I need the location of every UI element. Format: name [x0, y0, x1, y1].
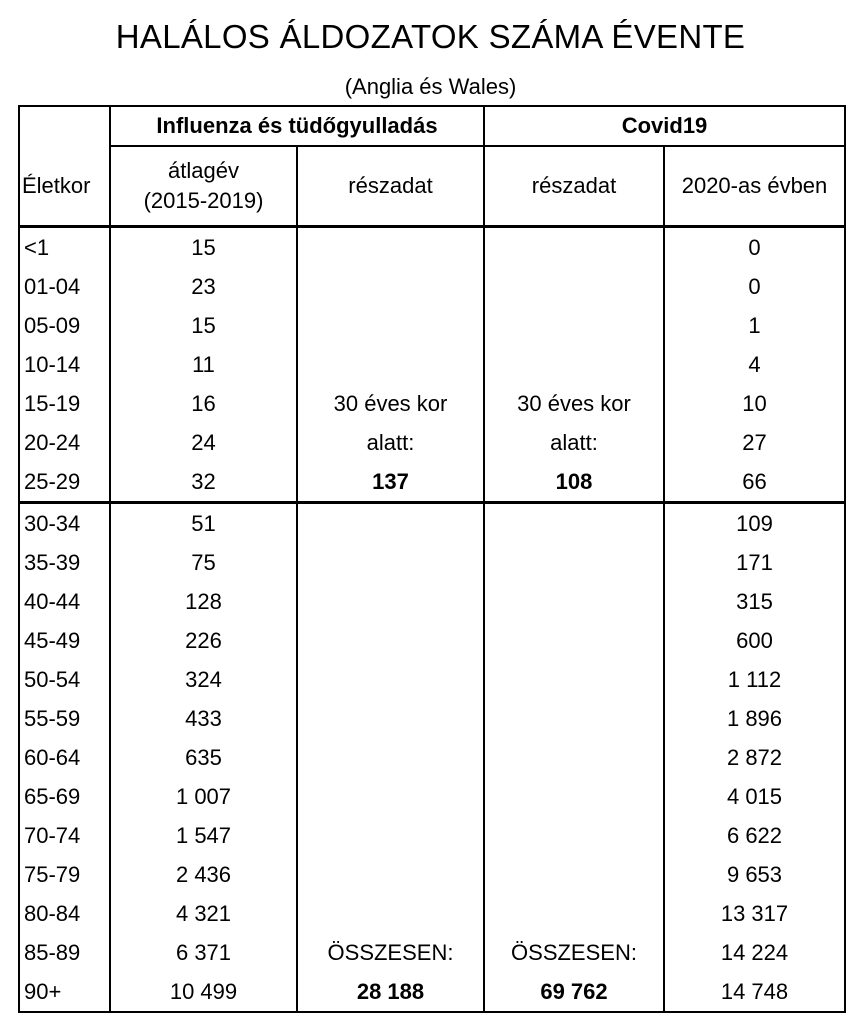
influenza-avg-cell: 4 321	[110, 894, 297, 933]
covid-2020-cell: 9 653	[664, 855, 845, 894]
covid-2020-cell: 27	[664, 423, 845, 462]
age-cell: <1	[19, 227, 110, 268]
header-covid-group: Covid19	[484, 106, 845, 146]
covid-partial-cell: 69 762	[484, 972, 664, 1012]
influenza-partial-cell: 28 188	[297, 972, 484, 1012]
age-cell: 90+	[19, 972, 110, 1012]
header-row-groups	[19, 106, 845, 146]
influenza-partial-cell	[297, 894, 484, 933]
header-row-columns	[19, 146, 845, 227]
covid-2020-cell: 10	[664, 384, 845, 423]
header-blank-cell	[19, 106, 110, 146]
header-influenza-partial: részadat	[297, 146, 484, 227]
covid-2020-cell: 600	[664, 621, 845, 660]
age-cell: 15-19	[19, 384, 110, 423]
influenza-partial-cell	[297, 345, 484, 384]
influenza-avg-cell: 32	[110, 462, 297, 503]
influenza-partial-cell: 137	[297, 462, 484, 503]
age-cell: 75-79	[19, 855, 110, 894]
covid-partial-cell: alatt:	[484, 423, 664, 462]
table-row	[19, 855, 845, 894]
table-row	[19, 972, 845, 1012]
influenza-partial-cell: 30 éves kor	[297, 384, 484, 423]
influenza-avg-cell: 24	[110, 423, 297, 462]
influenza-avg-cell: 15	[110, 227, 297, 268]
age-cell: 10-14	[19, 345, 110, 384]
age-cell: 45-49	[19, 621, 110, 660]
covid-partial-cell	[484, 582, 664, 621]
age-cell: 60-64	[19, 738, 110, 777]
table-row	[19, 462, 845, 503]
influenza-partial-cell: alatt:	[297, 423, 484, 462]
influenza-avg-cell: 433	[110, 699, 297, 738]
influenza-avg-cell: 128	[110, 582, 297, 621]
influenza-avg-cell: 226	[110, 621, 297, 660]
covid-2020-cell: 0	[664, 227, 845, 268]
covid-partial-cell	[484, 621, 664, 660]
covid-partial-cell: 30 éves kor	[484, 384, 664, 423]
covid-2020-cell: 4 015	[664, 777, 845, 816]
covid-partial-cell	[484, 345, 664, 384]
influenza-avg-cell: 11	[110, 345, 297, 384]
covid-partial-cell	[484, 543, 664, 582]
age-cell: 80-84	[19, 894, 110, 933]
covid-2020-cell: 1	[664, 306, 845, 345]
age-cell: 55-59	[19, 699, 110, 738]
table-row	[19, 423, 845, 462]
influenza-partial-cell	[297, 306, 484, 345]
influenza-partial-cell	[297, 738, 484, 777]
table-row	[19, 227, 845, 268]
influenza-partial-cell	[297, 503, 484, 544]
table-row	[19, 699, 845, 738]
covid-2020-cell: 171	[664, 543, 845, 582]
influenza-avg-cell: 10 499	[110, 972, 297, 1012]
influenza-avg-cell: 16	[110, 384, 297, 423]
covid-2020-cell: 13 317	[664, 894, 845, 933]
covid-2020-cell: 315	[664, 582, 845, 621]
covid-partial-cell: ÖSSZESEN:	[484, 933, 664, 972]
age-cell: 50-54	[19, 660, 110, 699]
covid-2020-cell: 1 896	[664, 699, 845, 738]
covid-2020-cell: 1 112	[664, 660, 845, 699]
influenza-partial-cell	[297, 699, 484, 738]
age-cell: 20-24	[19, 423, 110, 462]
table-row	[19, 894, 845, 933]
covid-partial-cell	[484, 227, 664, 268]
page-title: HALÁLOS ÁLDOZATOK SZÁMA ÉVENTE	[115, 18, 746, 55]
table-row	[19, 816, 845, 855]
covid-partial-cell	[484, 699, 664, 738]
age-cell: 05-09	[19, 306, 110, 345]
age-cell: 40-44	[19, 582, 110, 621]
influenza-partial-cell	[297, 227, 484, 268]
influenza-partial-cell	[297, 855, 484, 894]
covid-2020-cell: 2 872	[664, 738, 845, 777]
covid-partial-cell	[484, 738, 664, 777]
influenza-avg-cell: 1 007	[110, 777, 297, 816]
header-avg-year	[110, 146, 297, 227]
covid-partial-cell	[484, 267, 664, 306]
age-cell: 01-04	[19, 267, 110, 306]
table-row	[19, 660, 845, 699]
influenza-partial-cell: ÖSSZESEN:	[297, 933, 484, 972]
influenza-partial-cell	[297, 816, 484, 855]
influenza-avg-cell: 324	[110, 660, 297, 699]
covid-2020-cell: 109	[664, 503, 845, 544]
covid-partial-cell	[484, 855, 664, 894]
influenza-partial-cell	[297, 582, 484, 621]
influenza-avg-cell: 635	[110, 738, 297, 777]
covid-partial-cell: 108	[484, 462, 664, 503]
table-row	[19, 933, 845, 972]
covid-partial-cell	[484, 777, 664, 816]
table-row	[19, 582, 845, 621]
header-avg-line1: átlagév	[168, 158, 239, 183]
age-cell: 70-74	[19, 816, 110, 855]
header-age: Életkor	[19, 146, 110, 227]
table-row	[19, 738, 845, 777]
header-2020: 2020-as évben	[664, 146, 845, 227]
header-influenza-group: Influenza és tüdőgyulladás	[110, 106, 484, 146]
covid-partial-cell	[484, 503, 664, 544]
covid-2020-cell: 66	[664, 462, 845, 503]
covid-2020-cell: 14 224	[664, 933, 845, 972]
deaths-table	[18, 105, 846, 1013]
influenza-partial-cell	[297, 543, 484, 582]
covid-partial-cell	[484, 816, 664, 855]
covid-2020-cell: 6 622	[664, 816, 845, 855]
table-row	[19, 384, 845, 423]
influenza-avg-cell: 23	[110, 267, 297, 306]
table-row	[19, 306, 845, 345]
age-cell: 35-39	[19, 543, 110, 582]
age-cell: 65-69	[19, 777, 110, 816]
influenza-avg-cell: 75	[110, 543, 297, 582]
influenza-partial-cell	[297, 621, 484, 660]
covid-2020-cell: 0	[664, 267, 845, 306]
influenza-avg-cell: 2 436	[110, 855, 297, 894]
influenza-avg-cell: 6 371	[110, 933, 297, 972]
influenza-partial-cell	[297, 777, 484, 816]
table-row	[19, 345, 845, 384]
table-row	[19, 267, 845, 306]
covid-2020-cell: 14 748	[664, 972, 845, 1012]
age-cell: 30-34	[19, 503, 110, 544]
header-covid-partial: részadat	[484, 146, 664, 227]
table-row	[19, 621, 845, 660]
table-row	[19, 543, 845, 582]
table-row	[19, 503, 845, 544]
influenza-avg-cell: 15	[110, 306, 297, 345]
age-cell: 85-89	[19, 933, 110, 972]
covid-partial-cell	[484, 306, 664, 345]
age-cell: 25-29	[19, 462, 110, 503]
influenza-partial-cell	[297, 660, 484, 699]
covid-partial-cell	[484, 894, 664, 933]
header-avg-line2: (2015-2019)	[143, 188, 264, 213]
influenza-avg-cell: 51	[110, 503, 297, 544]
covid-2020-cell: 4	[664, 345, 845, 384]
covid-partial-cell	[484, 660, 664, 699]
influenza-avg-cell: 1 547	[110, 816, 297, 855]
influenza-partial-cell	[297, 267, 484, 306]
page-subtitle: (Anglia és Wales)	[344, 74, 517, 99]
table-row	[19, 777, 845, 816]
